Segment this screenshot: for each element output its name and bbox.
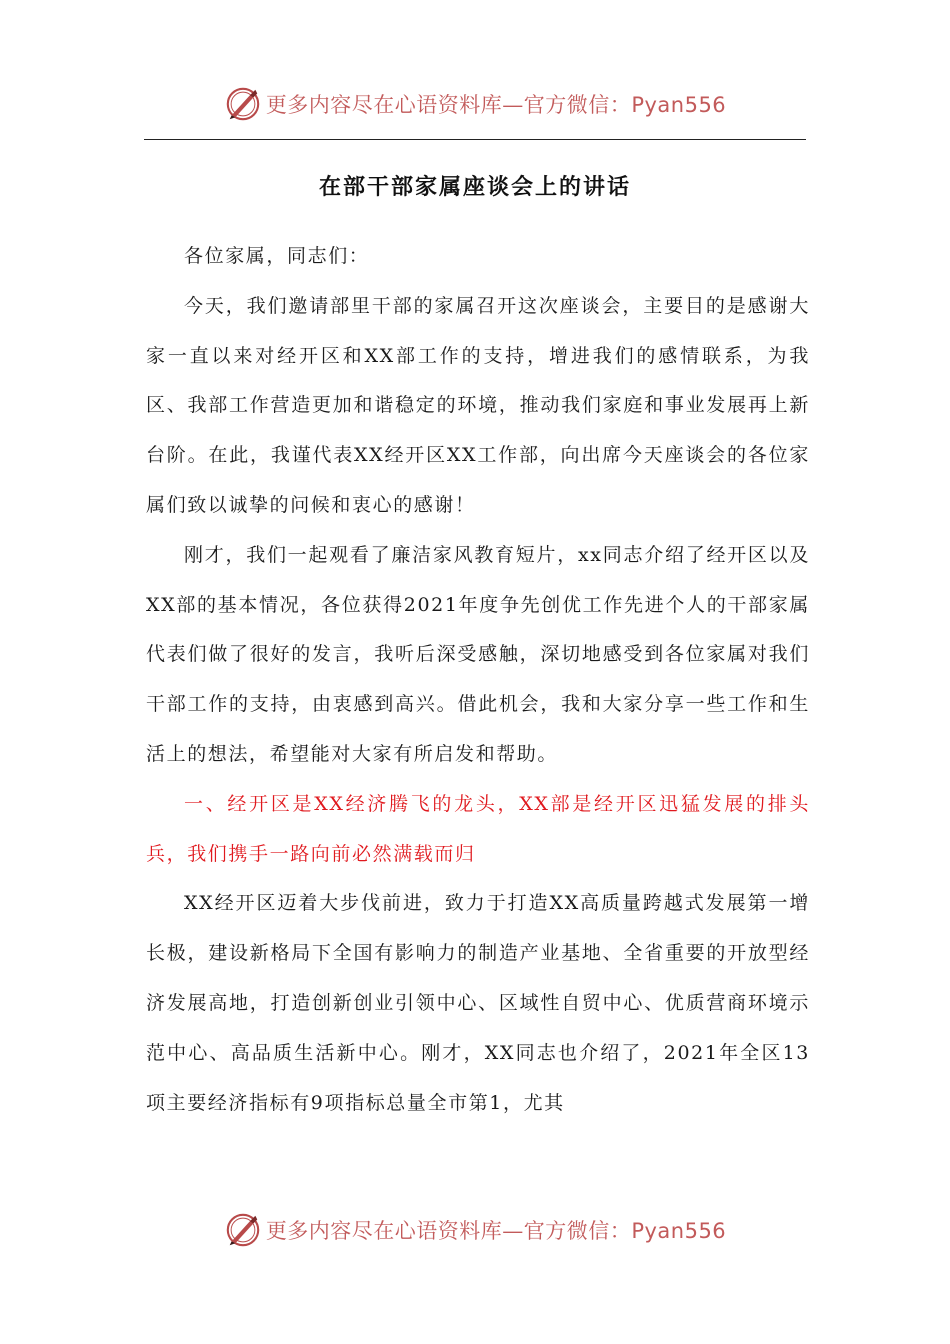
- wechat-id: Pyan556: [631, 1219, 727, 1243]
- section-heading: 一、经开区是XX经济腾飞的龙头，XX部是经开区迅猛发展的排头兵，我们携手一路向前必然满载而归: [146, 792, 810, 865]
- header-banner: [0, 82, 950, 126]
- paragraph: 刚才，我们一起观看了廉洁家风教育短片，xx同志介绍了经开区以及XX部的基本情况，各位获得2021年度争先创优工作先进个人的干部家属代表们做了很好的发言，我听后深受感触，深切地感受到各位家属对我们干部工作的支持，由衷感到高兴。借此机会，我和大家分享一些工作和生活上的想法，希望能对大家有所启发和帮助。: [146, 543, 810, 765]
- paragraph: XX经开区迈着大步伐前进，致力于打造XX高质量跨越式发展第一增长极，建设新格局下全国有影响力的制造产业基地、全省重要的开放型经济发展高地，打造创新创业引领中心、区域性自贸中心、优质营商环境示范中心、高品质生活新中心。刚才，XX同志也介绍了，2021年全区13项主要经济指标有9项指标总量全市第1，尤其: [146, 892, 810, 1114]
- salutation: 各位家属，同志们：: [184, 245, 370, 267]
- wechat-id: Pyan556: [631, 93, 727, 117]
- header-divider: [144, 139, 806, 140]
- document-body: [146, 232, 810, 1128]
- document-title: 在部干部家属座谈会上的讲话: [318, 174, 631, 200]
- banner-text: 更多内容尽在心语资料库—官方微信：Pyan556: [265, 1219, 727, 1243]
- footer-banner: [0, 1208, 950, 1252]
- pen-logo-icon: [224, 85, 262, 123]
- banner-text: 更多内容尽在心语资料库—官方微信：Pyan556: [265, 93, 727, 117]
- paragraph: 今天，我们邀请部里干部的家属召开这次座谈会，主要目的是感谢大家一直以来对经开区和XX部工作的支持，增进我们的感情联系，为我区、我部工作营造更加和谐稳定的环境，推动我们家庭和事业发展再上新台阶。在此，我谨代表XX经开区XX工作部，向出席今天座谈会的各位家属们致以诚挚的问候和衷心的感谢！: [146, 294, 810, 516]
- pen-logo-icon: [224, 1211, 262, 1249]
